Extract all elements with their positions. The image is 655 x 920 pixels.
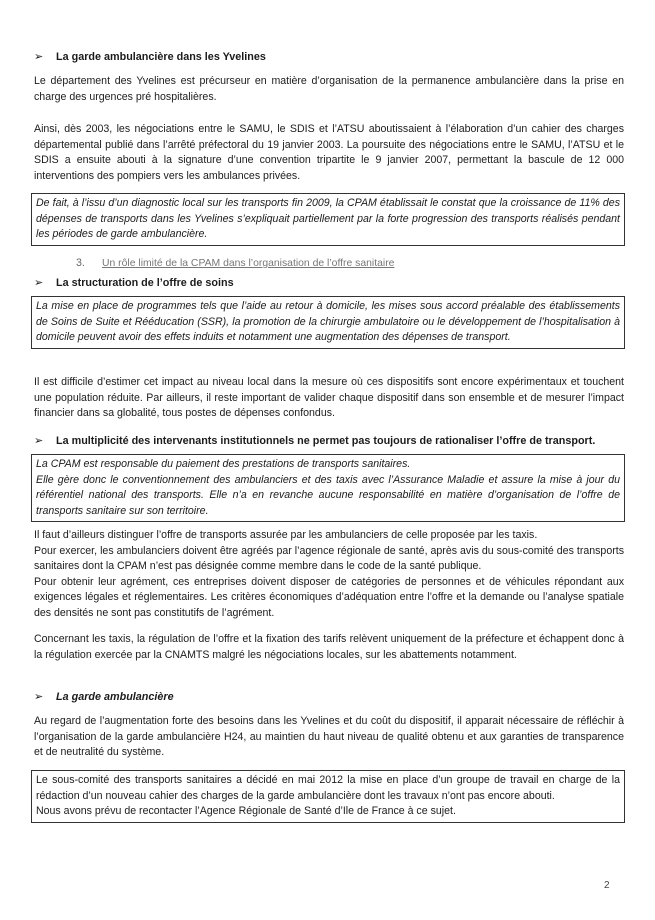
paragraph-precurseur: Le département des Yvelines est précurseur en matière d’organisation de la permanence ambulancière dans la prise en charge des urgences pré hospitalières. — [34, 75, 624, 103]
paragraph-besoins: Au regard de l’augmentation forte des besoins dans les Yvelines et du coût du dispositif, il apparait nécessaire de réfléchir à l’organisation de la garde ambulancière H24, au maintien du haut niveau de qualité obtenu et aux garanties de transparence et de neutralité du système. — [34, 715, 624, 759]
section-number: 3. — [76, 257, 85, 269]
boxed-note-sous-comite: Le sous-comité des transports sanitaires a décidé en mai 2012 la mise en place d’un groupe de travail en charge de la rédaction d’un nouveau cahier des charges de la garde ambulancière dont les travaux n’ont pas encore abouti. Nous avons prévu de recontacter l’Agence Régionale de Santé d’Ile de France à ce sujet. — [31, 770, 625, 823]
arrow-bullet-icon: ➢ — [34, 691, 44, 703]
paragraph-negociations: Ainsi, dès 2003, les négociations entre le SAMU, le SDIS et l’ATSU aboutissaient à l’élaboration d’un cahier des charges départemental publié dans l’arrêté préfectoral du 19 janvier 2003. La poursuite des négociations entre le SAMU, l’ATSU et le SDIS a ensuite abouti à la signature d’une convention tripartite le 9 janvier 2007, permettant la bascule de 12 000 interventions des pompiers vers les ambulances privées. — [34, 123, 624, 182]
heading-garde-yvelines: ➢ La garde ambulancière dans les Yvelines — [34, 50, 624, 66]
arrow-bullet-icon: ➢ — [34, 277, 44, 289]
boxed-note-programmes: La mise en place de programmes tels que l’aide au retour à domicile, les mises sous accord préalable des établissements de Soins de Suite et Rééducation (SSR), la promotion de la chirurgie ambulatoire ou le développement de l’hospitalisation à domicile peuvent avoir des effets induits et notamment une augmentation des dépenses de transport. — [31, 296, 625, 349]
paragraph-impact: Il est difficile d’estimer cet impact au niveau local dans la mesure où ces dispositifs sont encore expérimentaux et touchent une population réduite. Par ailleurs, il reste important de valider chaque dispositif dans son ensemble et de mesurer l’impact financier dans sa globalité, tous postes de dépenses confondus. — [34, 376, 624, 420]
boxed-note-cpam-diagnostic: De fait, à l’issu d’un diagnostic local sur les transports fin 2009, la CPAM établissait le constat que la croissance de 11% des dépenses de transports dans les Yvelines s’expliquait partiellement par la forte progression des transports réalisés pendant les périodes de garde ambulancière. — [31, 193, 625, 246]
arrow-bullet-icon: ➢ — [34, 51, 44, 63]
heading-structuration: ➢ La structuration de l’offre de soins — [34, 276, 624, 292]
paragraph-taxis: Concernant les taxis, la régulation de l’offre et la fixation des tarifs relèvent uniquement de la préfecture et échappent donc à la régulation exercée par la CNAMTS malgré les négociations locales, sur les abattements notamment. — [34, 633, 624, 661]
paragraph-ambulanciers-taxis: Il faut d’ailleurs distinguer l’offre de transports assurée par les ambulanciers de celle proposée par les taxis. Pour exercer, les ambulanciers doivent être agréés par l’agence régionale de santé, après avis du sous-comité des transports sanitaires dont la CPAM n’est pas désignée comme membre dans le code de la santé publique. Pour obtenir leur agrément, ces entreprises doivent disposer de catégories de personnes et de véhicules répondant aux exigences légales et réglementaires. Les critères économiques d’adéquation entre l’offre et la demande ou l’analyse spatiale des densités ne sont pas constitutifs de l’agrément. — [34, 529, 624, 619]
boxed-note-cpam-responsable: La CPAM est responsable du paiement des prestations de transports sanitaires. Elle gère donc le conventionnement des ambulanciers et des taxis avec l’Assurance Maladie et assure la mise à jour du référentiel national des transports. Elle n’a en revanche aucune responsabilité en matière d’organisation de l’offre de transports sanitaire sur son territoire. — [31, 454, 625, 522]
heading-multiplicite: ➢ La multiplicité des intervenants institutionnels ne permet pas toujours de rationaliser l’offre de transport. — [34, 434, 624, 450]
section-title-text: Un rôle limité de la CPAM dans l’organisation de l’offre sanitaire — [102, 258, 395, 269]
heading-garde-ambulanciere: ➢ La garde ambulancière — [34, 690, 624, 706]
page-number: 2 — [604, 880, 610, 891]
arrow-bullet-icon: ➢ — [34, 435, 44, 447]
section-3-title — [76, 256, 576, 272]
